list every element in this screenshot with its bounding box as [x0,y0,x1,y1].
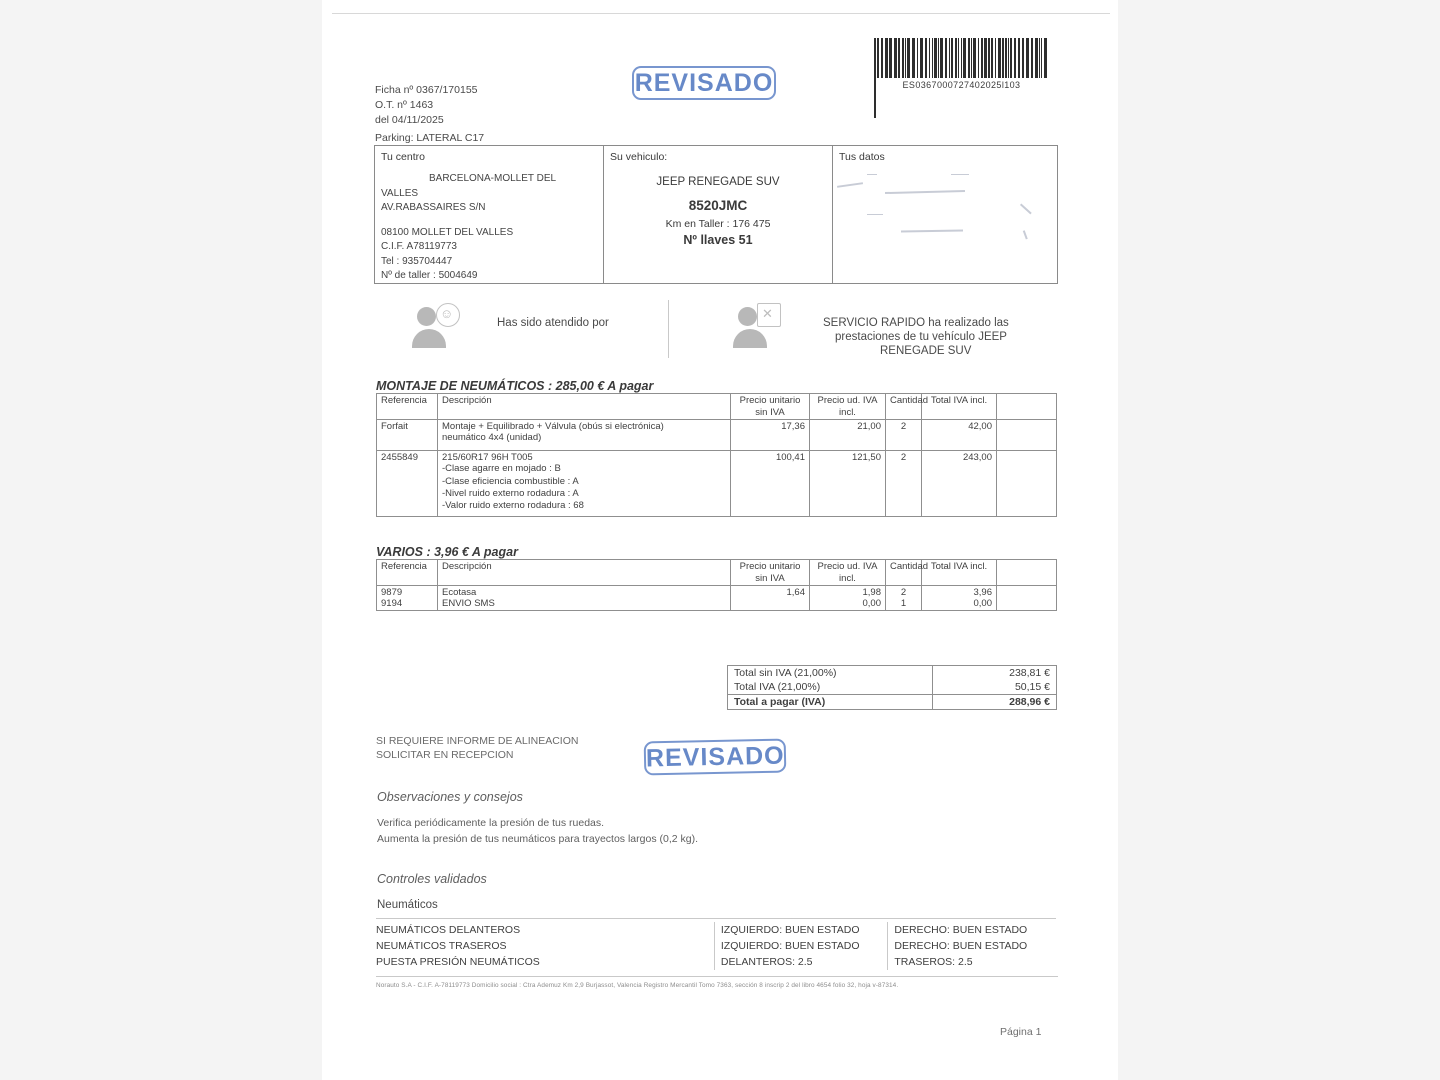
varios-quantities [886,586,922,611]
observaciones-line-1: Verifica periódicamente la presión de tus ruedas. [377,817,605,829]
row-precio_ud_iva: 0,00 [862,598,881,609]
row-quantity: 2 [886,451,922,517]
varios-totals-with-vat [922,586,997,611]
ot-date: del 04/11/2025 [375,114,444,126]
controles-rule [376,918,1056,919]
row-cantidad: 2 [900,587,907,598]
control-name: PUESTA PRESIÓN NEUMÁTICOS [376,956,540,968]
row-price-with-vat: 121,50 [810,451,886,517]
total-row-iva [728,680,1057,695]
control-left-value: DELANTEROS: 2.5 [714,954,888,970]
attended-divider [668,300,669,358]
control-name: NEUMÁTICOS DELANTEROS [376,924,521,936]
col-precio-unitario: Precio unitario sin IVA [731,560,810,586]
centro-address: AV.RABASSAIRES S/N [381,202,486,213]
row-description-cell [438,420,731,451]
box-tus-datos [833,146,1057,283]
col-precio-unitario: Precio unitario sin IVA [731,394,810,420]
service-line-1: SERVICIO RAPIDO ha realizado las [823,317,1009,329]
col-descripcion: Descripción [438,560,731,586]
alineacion-line-2: SOLICITAR EN RECEPCION [376,749,514,761]
row-spec: -Nivel ruido externo rodadura : A [442,487,579,499]
control-right-value: DERECHO: BUEN ESTADO [887,938,1056,954]
control-right-value: DERECHO: BUEN ESTADO [887,922,1056,938]
tus-datos-title: Tus datos [839,151,885,163]
alineacion-line-1: SI REQUIERE INFORME DE ALINEACION [376,735,579,747]
control-row [376,922,1056,938]
row-price-with-vat: 21,00 [810,420,886,451]
table-header-row [377,560,1057,586]
footer-rule [376,976,1058,977]
row-total_iva: 0,00 [973,598,992,609]
row-precio_unitario [735,598,805,609]
box-tu-centro [375,146,604,283]
barcode-number: ES0367000727402025l103 [902,80,1021,90]
total-row-pagar [728,695,1057,710]
row-unit-price: 17,36 [731,420,810,451]
row-unit-price: 100,41 [731,451,810,517]
scan-margin-right [1118,0,1440,1080]
row-precio_ud_iva: 1,98 [862,587,881,598]
col-blank [997,394,1057,420]
centro-taller: Nº de taller : 5004649 [381,270,478,281]
total-row-sin-iva [728,666,1057,681]
row-reference: 2455849 [377,451,438,517]
montaje-table [376,393,1057,517]
col-referencia: Referencia [377,394,438,420]
centro-name2: VALLES [381,187,419,199]
total-iva-value: 50,15 € [1014,681,1050,693]
row-total_iva: 3,96 [973,587,992,598]
centro-city: 08100 MOLLET DEL VALLES [381,226,514,238]
varios-table [376,559,1057,611]
col-blank [997,560,1057,586]
barcode [874,38,1049,90]
controles-table [376,918,1056,970]
totals-table [727,665,1057,710]
varios-prices-with-vat [810,586,886,611]
su-vehiculo-title: Su vehiculo: [610,151,668,163]
centro-name: BARCELONA-MOLLET DEL [429,173,557,184]
row-descripcion: Ecotasa [442,587,477,598]
table-header-row [377,394,1057,420]
row-referencia: 9879 [381,587,403,598]
row-cantidad: 1 [900,598,907,609]
page-number: Página 1 [1000,1026,1042,1038]
info-boxes [374,145,1058,284]
control-row [376,938,1056,954]
vehicle-km: Km en Taller : 176 475 [665,218,771,230]
row-description-2: neumático 4x4 (unidad) [442,432,542,443]
box-su-vehiculo [604,146,833,283]
centro-cif: C.I.F. A78119773 [381,241,457,252]
observaciones-title: Observaciones y consejos [377,790,523,804]
controles-subtitle: Neumáticos [377,899,438,911]
attended-by-label: Has sido atendido por [497,317,609,329]
row-total-with-vat: 42,00 [922,420,997,451]
total-iva-label: Total IVA (21,00%) [728,680,933,695]
barcode-bars [874,38,1049,78]
row-spec: -Clase eficiencia combustible : A [442,475,579,487]
row-blank [997,586,1057,611]
col-referencia: Referencia [377,560,438,586]
varios-unit-prices [731,586,810,611]
col-precio-ud-iva: Precio ud. IVA incl. [810,394,886,420]
row-total-with-vat: 243,00 [922,451,997,517]
total-pagar-value: 288,96 € [933,695,1057,710]
row-spec: -Clase agarre en mojado : B [442,463,561,475]
total-pagar-label: Total a pagar (IVA) [728,695,933,710]
row-quantity: 2 [886,420,922,451]
table-row [377,586,1057,611]
vehicle-keys: Nº llaves 51 [683,233,753,247]
row-reference: Forfait [377,420,438,451]
row-precio_unitario: 1,64 [786,587,805,598]
control-name: NEUMÁTICOS TRASEROS [376,940,507,952]
col-total-iva: Total IVA incl. [922,560,997,586]
observaciones-line-2: Aumenta la presión de tus neumáticos para trayectos largos (0,2 kg). [377,833,698,845]
revisado-stamp-top: REVISADO [632,66,776,100]
varios-descriptions [438,586,731,611]
col-total-iva: Total IVA incl. [922,394,997,420]
table-row [377,420,1057,451]
document-page: Ficha nº 0367/170155 O.T. nº 1463 del 04/11/2025 Parking: LATERAL C17 ES0367000727402025l103 REVISADO Tu centro BARCELONA-MOLLET DEL VALLES AV.RABASSAIRES S/N 08100 MOLLET DEL VALLES C.I.F. A78119773 Tel : 935704447 Nº de taller : 5004649 Su vehiculo: JEEP RENEGADE SUV 8520JMC Km en Taller : 176 475 Nº llaves 51 Tus datos ☺ Has sido atendido por ✕ SERVICIO RAPIDO ha realizado las prestaciones de tu vehículo JEEP RENEGADE SUV MONTAJE DE NEUMÁTICOS : 285,00 € A pagar Referencia Descripción Precio unitario sin IVA Precio ud. IVA incl. Cantidad Total IVA incl. Forfait Montaje + Equilibrado + Válvula (obús si electrónica) neumático 4x4 (unidad) 17,36 21,00 2 42,00 2455849 215/60R17 96H T005 -Clase agarre en mojado : B -Clase eficiencia combustible : A -Nivel ruido externo rodadura : A -Valor ruido externo rodadura : 68 100,41 121,50 2 243,00 VARIOS : 3,96 € A pagar Referencia Descripción Precio unitario sin IVA Precio ud. IVA incl. Cantidad Total IVA incl. 9879 9194 Ecotasa ENVIO SMS 1,64 1,98 0,00 2 1 3,96 0,00 Total sin IVA (21,00%) 238,81 € Total IVA (21,00%) 50,15 € Total a pagar (IVA) 288,96 € SI REQUIERE INFORME DE ALINEACION SOLICITAR EN RECEPCION REVISADO Observaciones y consejos Verifica periódicamente la presión de tus ruedas. Aumenta la presión de tus neumáticos para trayectos largos (0,2 kg). Controles validados Neumáticos NEUMÁTICOS DELANTEROS IZQUIERDO: BUEN ESTADO DERECHO: BUEN ESTADO NEUMÁTICOS TRASEROS IZQUIERDO: BUEN ESTADO DERECHO: BUEN ESTADO PUESTA PRESIÓN NEUMÁTICOS DELANTEROS: 2.5 TRASEROS: 2.5 Norauto S.A - C.I.F. A-78119773 Domicilio social : Ctra Ademuz Km 2,9 Burjassot, Valencia Registro Mercantil Tomo 7363, sección 8 inscrip 2 del libro 4654 folio 32, hoja v-87314. Página 1 [0,0,1440,1080]
col-precio-ud-iva: Precio ud. IVA incl. [810,560,886,586]
control-row [376,954,1056,970]
varios-section-title: VARIOS : 3,96 € A pagar [376,545,518,559]
parking-location: Parking: LATERAL C17 [375,132,485,144]
col-cantidad: Cantidad [886,560,922,586]
row-spec: -Valor ruido externo rodadura : 68 [442,500,584,512]
row-referencia: 9194 [381,598,403,609]
row-description: Montaje + Equilibrado + Válvula (obús si electrónica) [442,421,664,432]
revisado-stamp-bottom: REVISADO [644,739,787,776]
row-descripcion: ENVIO SMS [442,598,495,609]
top-rule [332,13,1110,14]
scan-margin-left [0,0,322,1080]
vehicle-model: JEEP RENEGADE SUV [656,176,780,188]
centro-tel: Tel : 935704447 [381,255,453,267]
montaje-section-title: MONTAJE DE NEUMÁTICOS : 285,00 € A pagar [376,379,654,393]
row-blank [997,451,1057,517]
service-line-2: prestaciones de tu vehículo JEEP [835,331,1007,343]
row-description: 215/60R17 96H T005 [442,452,533,464]
control-left-value: IZQUIERDO: BUEN ESTADO [714,922,888,938]
control-left-value: IZQUIERDO: BUEN ESTADO [714,938,888,954]
tu-centro-title: Tu centro [381,151,425,163]
service-line-3: RENEGADE SUV [880,345,972,357]
legal-footer: Norauto S.A - C.I.F. A-78119773 Domicilio social : Ctra Ademuz Km 2,9 Burjassot, Valencia Registro Mercantil Tomo 7363, sección 8 inscrip 2 del libro 4654 folio 32, hoja v-87314. [376,982,899,989]
varios-references [377,586,438,611]
total-sin-iva-value: 238,81 € [1009,667,1050,679]
total-sin-iva-label: Total sin IVA (21,00%) [728,666,933,681]
ot-number: O.T. nº 1463 [375,99,434,111]
vehicle-plate: 8520JMC [688,198,748,213]
row-description-cell [438,451,731,517]
table-row [377,451,1057,517]
tu-centro-details [381,172,556,284]
col-descripcion: Descripción [438,394,731,420]
row-blank [997,420,1057,451]
ficha-number: Ficha nº 0367/170155 [375,84,478,96]
controles-title: Controles validados [377,872,487,886]
col-cantidad: Cantidad [886,394,922,420]
control-right-value: TRASEROS: 2.5 [887,954,1056,970]
